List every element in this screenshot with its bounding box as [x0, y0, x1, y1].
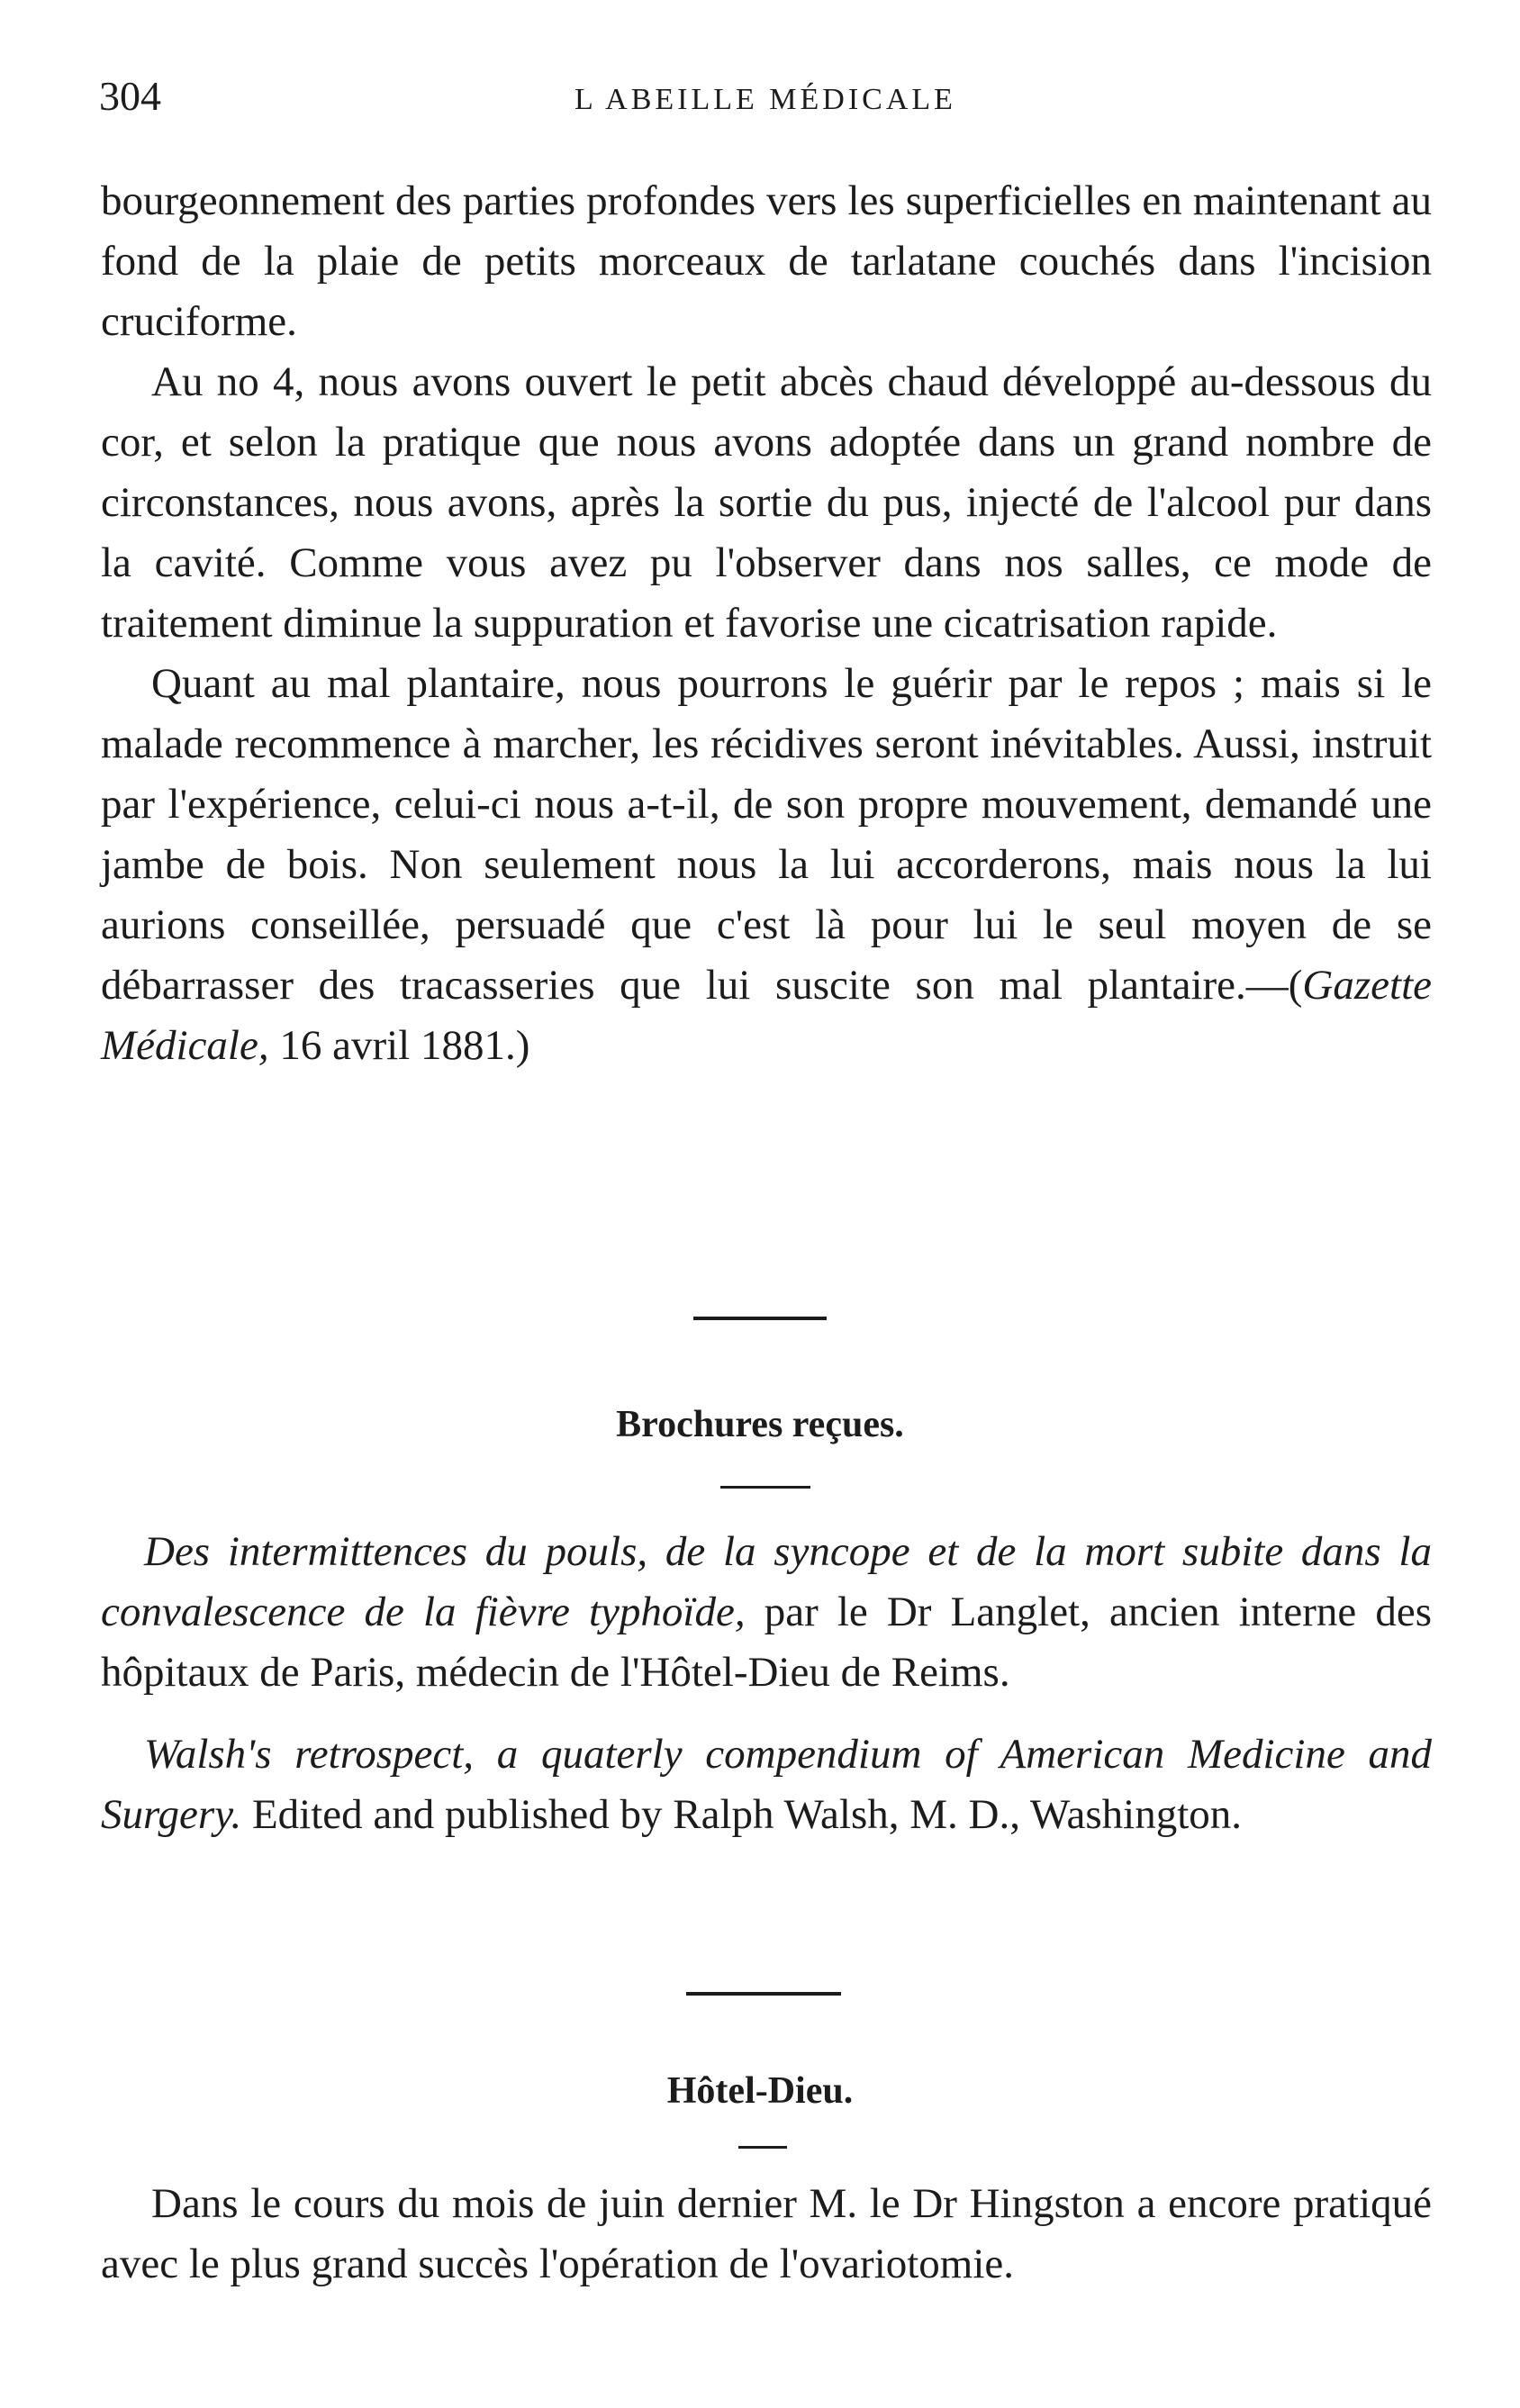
citation-source: Gazette Médicale, [101, 962, 1432, 1069]
article-continuation [101, 171, 1432, 1076]
page-number: 304 [99, 73, 161, 119]
brochure-1-details: par le Dr Langlet, ancien interne des hôpitaux de Paris, médecin de l'Hôtel-Dieu de Reims. [101, 1589, 1432, 1696]
section-divider [693, 1317, 827, 1320]
brochure-item-1 [101, 1522, 1432, 1703]
brochure-2-details: Edited and published by Ralph Walsh, M. D., Washington. [241, 1791, 1243, 1838]
brochure-2-title: Walsh's retrospect, a quaterly compendium of American Medicine and Surgery. [101, 1731, 1432, 1838]
brochure-1-title: Des intermittences du pouls, de la syncope et de la mort subite dans la convalescence de la fièvre typhoïde, [101, 1528, 1432, 1635]
heading-underline-2 [738, 2146, 787, 2149]
paragraph-1: bourgeonnement des parties profondes vers les superficielles en maintenant au fond de la plaie de petits morceaux de tarlatane couchés dans l'incision cruciforme. [101, 177, 1432, 345]
heading-underline [720, 1486, 810, 1489]
hotel-dieu-heading: Hôtel-Dieu. [666, 2070, 854, 2112]
section-divider-2 [686, 1992, 841, 1996]
running-title: L ABEILLE MÉDICALE [575, 83, 956, 116]
brochures-list [101, 1522, 1432, 1845]
paragraph-2: Au no 4, nous avons ouvert le petit abcès chaud développé au-dessous du cor, et selon la pratique que nous avons adoptée dans un grand nombre de circonstances, nous avons, après la sortie du pus, injecté de l'alcool pur dans la cavité. Comme vous avez pu l'observer dans nos salles, ce mode de traitement diminue la suppuration et favorise une cicatrisation rapide. [101, 358, 1432, 647]
brochure-item-2 [101, 1725, 1432, 1845]
hotel-dieu-section [101, 2174, 1432, 2295]
brochures-heading: Brochures reçues. [616, 1404, 904, 1445]
page-header [99, 72, 1432, 135]
paragraph-3-text: Quant au mal plantaire, nous pourrons le guérir par le repos ; mais si le malade recommence à marcher, les récidives seront inévitables. Aussi, instruit par l'expérience, celui-ci nous a-t-il, de son propre mouvement, demandé une jambe de bois. Non seulement nous la lui accorderons, mais nous la lui aurions conseillée, persuadé que c'est là pour lui le seul moyen de se débarrasser des tracasseries que lui suscite son mal plantaire.—( [101, 660, 1432, 1009]
hotel-dieu-paragraph: Dans le cours du mois de juin dernier M. le Dr Hingston a encore pratiqué avec le plus grand succès l'opération de l'ovariotomie. [101, 2180, 1432, 2287]
citation-date: 16 avril 1881.) [268, 1022, 530, 1069]
paragraph-3 [101, 654, 1432, 1076]
